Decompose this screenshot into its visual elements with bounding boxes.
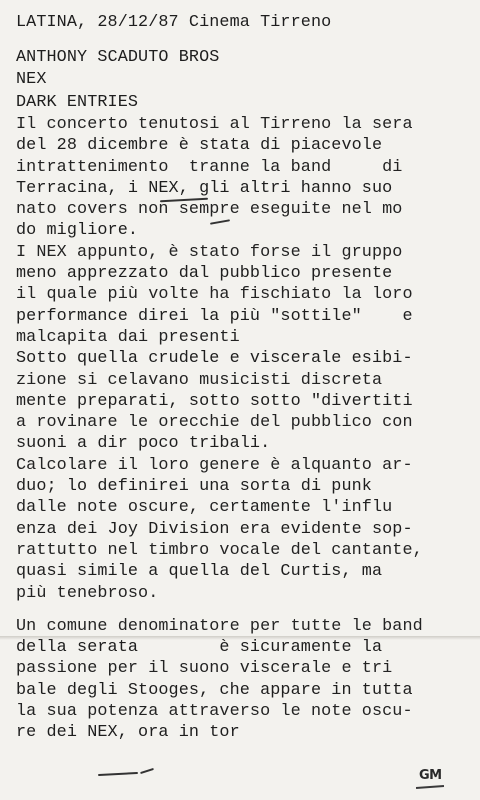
- article-line: a rovinare le orecchie del pubblico con: [16, 413, 413, 433]
- band-name-3: DARK ENTRIES: [16, 92, 139, 112]
- article-line: malcapita dai presenti: [16, 327, 240, 347]
- article-line: enza dei Joy Division era evidente sop-: [16, 519, 413, 539]
- article-body: [16, 114, 476, 604]
- article-line: nato covers non sempre eseguite nel mo: [16, 200, 403, 220]
- article-line: intrattenimento tranne la band di: [16, 157, 403, 177]
- article-line: Sotto quella crudele e viscerale esibi-: [16, 349, 413, 369]
- pen-underline-mark: [98, 772, 138, 776]
- article-line: performance direi la più "sottile" e: [16, 306, 413, 326]
- dateline: LATINA, 28/12/87 Cinema Tirreno: [16, 13, 332, 32]
- article-line: duo; lo definirei una sorta di punk: [16, 477, 372, 497]
- article-line: il quale più volte ha fischiato la loro: [16, 285, 413, 305]
- article-line: della serata è sicuramente la: [16, 638, 383, 658]
- signature-underline: [416, 785, 444, 789]
- article-line: zione si celavano musicisti discreta: [16, 370, 383, 390]
- article-line: mente preparati, sotto sotto "divertiti: [16, 391, 413, 411]
- article-line: più tenebroso.: [16, 583, 159, 603]
- article-line: re dei NEX, ora in tor: [16, 723, 240, 743]
- article-line: passione per il suono viscerale e tri: [16, 659, 393, 679]
- article-line: Calcolare il loro genere è alquanto ar-: [16, 455, 413, 475]
- article-line: del 28 dicembre è stata di piacevole: [16, 136, 383, 156]
- article-line: la sua potenza attraverso le note oscu-: [16, 702, 413, 722]
- article-text: [16, 12, 476, 744]
- article-line: rattutto nel timbro vocale del cantante,: [16, 540, 423, 560]
- article-line: I NEX appunto, è stato forse il gruppo: [16, 242, 403, 262]
- article-line: suoni a dir poco tribali.: [16, 434, 271, 454]
- article-line: meno apprezzato dal pubblico presente: [16, 264, 393, 284]
- article-line: dalle note oscure, certamente l'influ: [16, 498, 393, 518]
- author-signature: GM: [419, 768, 442, 783]
- article-line: Terracina, i NEX, gli altri hanno suo: [16, 178, 393, 198]
- band-name-1: ANTHONY SCADUTO BROS: [16, 47, 220, 67]
- band-name-2: NEX: [16, 70, 47, 89]
- article-body-continued: [16, 616, 476, 744]
- pen-underline-mark: [140, 768, 154, 774]
- article-line: bale degli Stooges, che appare in tutta: [16, 680, 413, 700]
- article-line: do migliore.: [16, 221, 139, 241]
- article-line: quasi simile a quella del Curtis, ma: [16, 562, 383, 582]
- article-line: Un comune denominatore per tutte le band: [16, 616, 423, 636]
- article-line: Il concerto tenutosi al Tirreno la sera: [16, 115, 413, 134]
